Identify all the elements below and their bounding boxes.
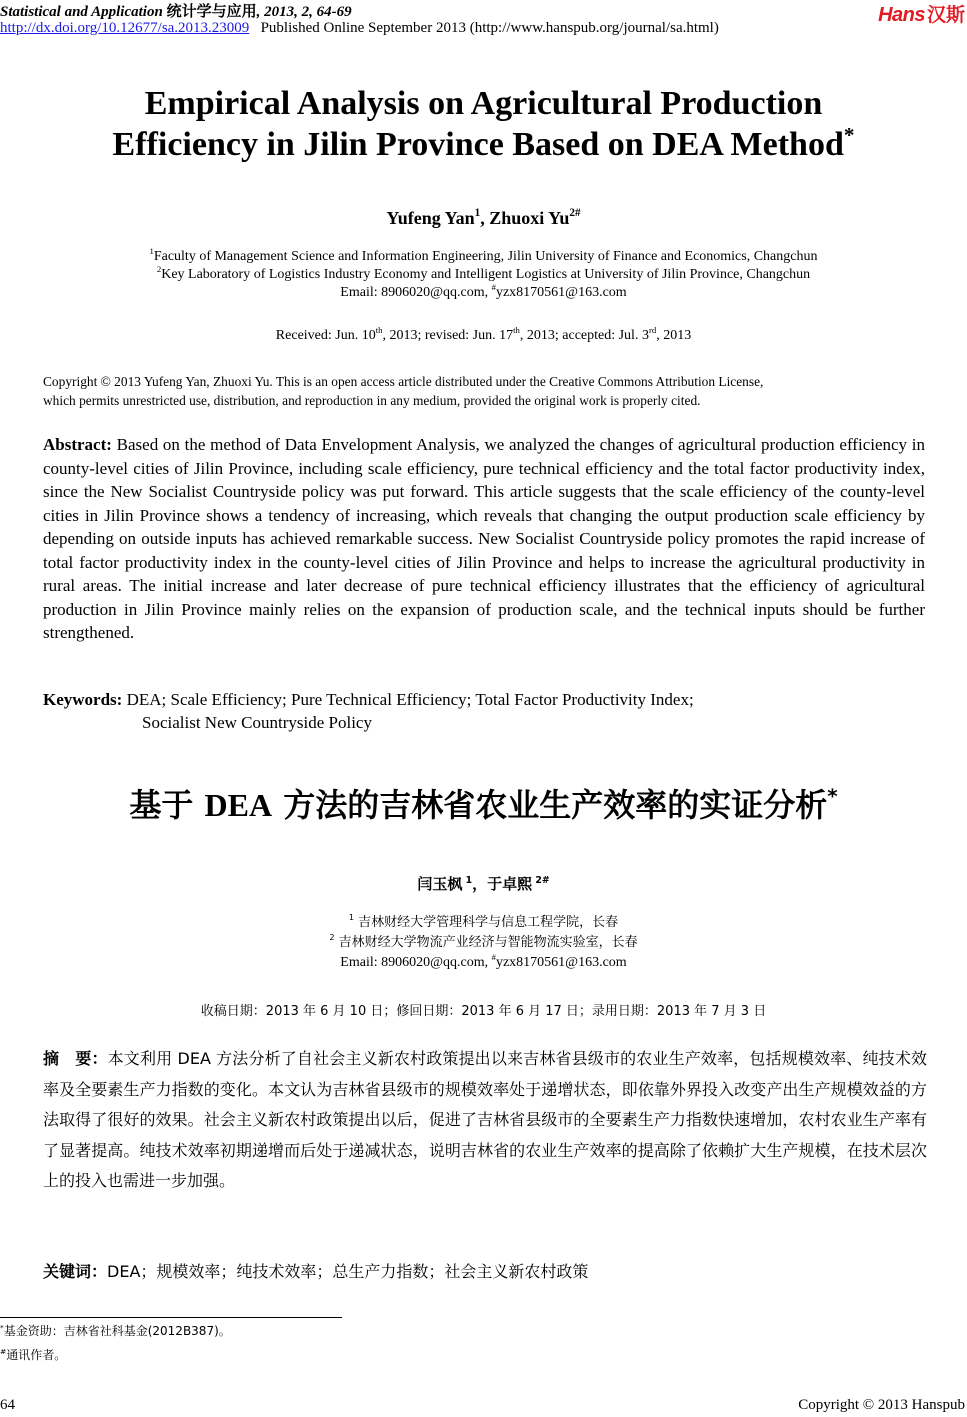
paper-title-en <box>40 83 927 165</box>
keywords-line-1: DEA; Scale Efficiency; Pure Technical Efficiency; Total Factor Productivity Index; <box>122 690 694 709</box>
abstract-cn-label: 摘 要： <box>43 1049 108 1068</box>
revised-sup: th <box>513 324 520 335</box>
email-2: yzx8170561@163.com <box>495 285 627 300</box>
footnote-1-mark: * <box>0 1322 4 1332</box>
keywords-cn <box>43 1259 927 1282</box>
copyright-notice <box>43 372 925 410</box>
title-line-1: Empirical Analysis on Agricultural Production <box>144 85 823 122</box>
author-separator: , <box>480 208 490 228</box>
author-cn-1: 闫玉枫 <box>417 875 463 893</box>
received-date: Received: Jun. 10 <box>275 328 376 343</box>
abstract-en <box>43 433 925 645</box>
email-prefix: Email: 8906020@qq.com, <box>340 285 492 300</box>
accepted-sup: rd <box>648 324 657 335</box>
authors-cn <box>0 873 967 894</box>
received-dates-en <box>0 324 967 344</box>
authors-en <box>0 208 967 229</box>
received-sup: th <box>375 324 383 335</box>
journal-header <box>0 0 352 21</box>
footnote-funding <box>0 1322 231 1339</box>
journal-name-en: Statistical and Application <box>0 4 163 20</box>
footnote-divider <box>0 1317 342 1318</box>
author-cn-separator: ， <box>472 875 488 893</box>
keywords-cn-text: DEA；规模效率；纯技术效率；总生产力指数；社会主义新农村政策 <box>107 1262 589 1281</box>
title-cn-mark: * <box>827 785 838 809</box>
doi-link[interactable]: http://dx.doi.org/10.12677/sa.2013.23009 <box>0 20 250 36</box>
affil-1-sup: 1 <box>149 245 154 256</box>
revised-date: , 2013; revised: Jun. 17 <box>382 328 514 343</box>
affiliations-en <box>0 245 967 302</box>
affiliation-cn-2: 吉林财经大学物流产业经济与智能物流实验室，长春 <box>338 935 638 950</box>
affiliation-1: Faculty of Management Science and Information Engineering, Jilin University of Finance and Economics, Changchun <box>153 249 818 264</box>
affiliations-cn <box>0 913 967 973</box>
published-online: Published Online September 2013 (http://www.hanspub.org/journal/sa.html) <box>260 20 719 36</box>
journal-volume-info: , 2013, 2, 64-69 <box>256 4 352 20</box>
keywords-en <box>43 688 925 734</box>
author-1-sup: 1 <box>474 207 481 220</box>
publication-line <box>0 20 719 37</box>
footnote-corresponding <box>0 1346 66 1363</box>
page-number: 64 <box>0 1397 15 1413</box>
title-cn-part-2: 方法的吉林省农业生产效率的实证分析 <box>272 786 828 824</box>
footer-copyright: Copyright © 2013 Hanspub <box>798 1397 965 1413</box>
author-cn-2: 于卓熙 <box>487 875 533 893</box>
hans-logo <box>878 0 965 27</box>
logo-cn: 汉斯 <box>926 5 965 26</box>
abstract-cn-text: 本文利用 DEA 方法分析了自社会主义新农村政策提出以来吉林省县级市的农业生产效率，包括规模效率、纯技术效率及全要素生产力指数的变化。本文认为吉林省县级市的规模效率处于递增状态，即依靠外界投入改变产出生产规模效益的方法取得了很好的效果。社会主义新农村政策提出以后，促进了吉林省县级市的全要素生产力指数快速增加，农村农业生产率有了显著提高。纯技术效率初期递增而后处于递减状态，说明吉林省的农业生产效率的提高除了依赖扩大生产规模，在技术层次上的投入也需进一步加强。 <box>43 1049 927 1190</box>
author-cn-2-sup: 2# <box>532 874 550 886</box>
author-2-sup: 2# <box>569 207 581 220</box>
author-cn-1-sup: 1 <box>462 874 473 886</box>
footnote-2-mark: # <box>0 1346 7 1356</box>
keywords-cn-label: 关键词： <box>43 1262 108 1281</box>
keywords-line-2: Socialist New Countryside Policy <box>142 713 372 732</box>
affiliation-2: Key Laboratory of Logistics Industry Economy and Intelligent Logistics at University of Jilin Province, Changchun <box>161 267 811 282</box>
title-cn-latin: DEA <box>204 787 273 823</box>
author-2: Zhuoxi Yu <box>489 208 570 228</box>
accepted-year: , 2013 <box>656 328 692 343</box>
paper-title-cn <box>0 780 967 826</box>
affil-cn-1-sup: 1 <box>348 913 354 923</box>
received-dates-cn: 收稿日期：2013 年 6 月 10 日；修回日期：2013 年 6 月 17 日；录用日期：2013 年 7 月 3 日 <box>200 1004 767 1019</box>
accepted-date: , 2013; accepted: Jul. 3 <box>519 328 649 343</box>
abstract-label: Abstract: <box>43 435 112 454</box>
affil-cn-2-sup: 2 <box>329 933 335 943</box>
footnote-1-text: 基金资助：吉林省社科基金(2012B387)。 <box>3 1324 231 1338</box>
footnote-2-text: 通讯作者。 <box>6 1348 67 1362</box>
email-cn-mark: # <box>491 951 496 962</box>
email-cn-prefix: Email: 8906020@qq.com, <box>340 955 492 970</box>
copyright-line-2: which permits unrestricted use, distribution, and reproduction in any medium, provided the original work is properly cited. <box>43 393 701 408</box>
title-line-2: Efficiency in Jilin Province Based on DEA Method <box>112 126 844 163</box>
abstract-text: Based on the method of Data Envelopment Analysis, we analyzed the changes of agricultural production efficiency in county-level cities of Jilin Province, including scale efficiency, pure technical efficiency and the total factor productivity index, since the New Socialist Countryside policy was put forward. This article suggests that the scale efficiency of the county-level cities in Jilin Province shows a tendency of increasing, which reveals that changing the output production scale efficiency by depending on outside inputs has achieved remarkable success. New Socialist Countryside policy promotes the rapid increase of total factor productivity index in the county-level cities of Jilin Province and helps to increase the agricultural productivity in rural areas. The initial increase and later decrease of pure technical efficiency illustrates that the efficiency of agricultural production in Jilin Province mainly relies on the expansion of production scale, and the technical inputs should be further strengthened. <box>43 435 925 642</box>
copyright-line-1: Copyright © 2013 Yufeng Yan, Zhuoxi Yu. This is an open access article distributed under the Creative Commons Attribution License, <box>43 374 764 389</box>
logo-latin: Hans <box>878 4 925 26</box>
affil-2-sup: 2 <box>156 263 162 274</box>
email-mark: # <box>491 281 496 292</box>
affiliation-cn-1: 吉林财经大学管理科学与信息工程学院，长春 <box>358 915 619 930</box>
title-footnote-mark: * <box>843 122 855 147</box>
author-1: Yufeng Yan <box>386 208 475 228</box>
email-cn-2: yzx8170561@163.com <box>495 955 627 970</box>
journal-name-cn: 统计学与应用 <box>166 4 257 20</box>
abstract-cn <box>43 1044 927 1197</box>
keywords-label: Keywords: <box>43 690 123 709</box>
title-cn-part-1: 基于 <box>129 786 205 824</box>
